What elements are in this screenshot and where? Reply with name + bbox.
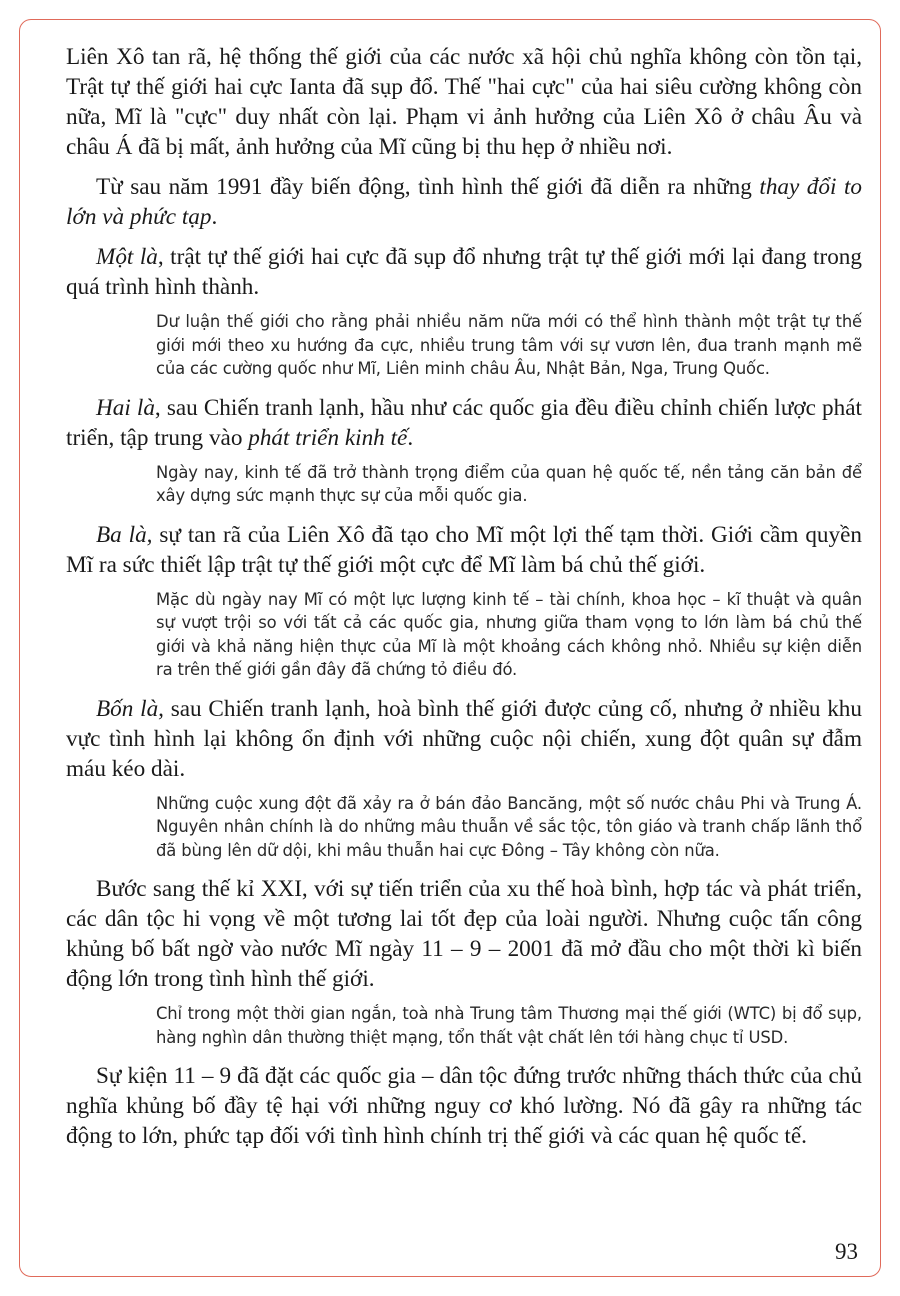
paragraph-september-11 (66, 1061, 862, 1151)
page-content (66, 42, 862, 1161)
note-multipolar-order (156, 310, 862, 381)
point-lead: Một là (96, 244, 158, 270)
note-economy-focus (156, 461, 862, 508)
paragraph-point-three (66, 520, 862, 580)
note-text: Chỉ trong một thời gian ngắn, toà nhà Trung tâm Thương mại thế giới (WTC) bị đổ sụp, hàng nghìn dân thường thiệt mạng, tổn thất vật chất lên tới hàng chục tỉ USD. (156, 1004, 862, 1047)
paragraph-text: . (407, 424, 414, 451)
note-regional-conflicts (156, 792, 862, 863)
note-wtc-attack (156, 1002, 862, 1049)
paragraph-21st-century (66, 874, 862, 994)
paragraph-text: , sau Chiến tranh lạnh, hầu như các quốc gia đều điều chỉnh chiến lược phát triển, tập trung vào (66, 394, 862, 451)
note-us-ambition (156, 588, 862, 682)
point-lead: Hai là (96, 394, 155, 421)
point-lead: Bốn là, (96, 695, 164, 722)
paragraph-point-two (66, 393, 862, 453)
paragraph-text: Liên Xô tan rã, hệ thống thế giới của các nước xã hội chủ nghĩa không còn tồn tại, Trật tự thế giới hai cực Ianta đã sụp đổ. Thế "hai cực" của hai siêu cường không còn nữa, Mĩ là "cực" duy nhất còn lại. Phạm vi ảnh hưởng của Liên Xô ở châu Âu và châu Á đã bị mất, ảnh hưởng của Mĩ cũng bị thu hẹp ở nhiều nơi. (66, 44, 862, 160)
note-text: Những cuộc xung đột đã xảy ra ở bán đảo Bancăng, một số nước châu Phi và Trung Á. Nguyên nhân chính là do những mâu thuẫn về sắc tộc, tôn giáo và tranh chấp lãnh thổ đã bùng lên dữ dội, khi mâu thuẫn hai cực Đông – Tây không còn nữa. (156, 793, 862, 860)
paragraph-text: sự tan rã của Liên Xô đã tạo cho Mĩ một lợi thế tạm thời. Giới cầm quyền Mĩ ra sức thiết lập trật tự thế giới một cực để Mĩ làm bá chủ thế giới. (66, 521, 862, 578)
paragraph-since-1991 (66, 172, 862, 232)
paragraph-text: Bước sang thế kỉ XXI, với sự tiến triển của xu thế hoà bình, hợp tác và phát triển, các dân tộc hi vọng về một tương lai tốt đẹp của loài người. Nhưng cuộc tấn công khủng bố bất ngờ vào nước Mĩ ngày 11 – 9 – 2001 đã mở đầu cho một thời kì biến động lớn trong tình hình thế giới. (66, 876, 862, 992)
paragraph-point-four (66, 694, 862, 784)
paragraph-soviet-collapse (66, 42, 862, 162)
paragraph-text: Sự kiện 11 – 9 đã đặt các quốc gia – dân tộc đứng trước những thách thức của chủ nghĩa khủng bố đầy tệ hại với những nguy cơ khó lường. Nó đã gây ra những tác động to lớn, phức tạp đối với tình hình chính trị thế giới và các quan hệ quốc tế. (66, 1063, 862, 1149)
note-text: Ngày nay, kinh tế đã trở thành trọng điểm của quan hệ quốc tế, nền tảng căn bản để xây dựng sức mạnh thực sự của mỗi quốc gia. (156, 462, 862, 505)
emphasis-text: phát triển kinh tế (248, 424, 408, 451)
note-text: Dư luận thế giới cho rằng phải nhiều năm nữa mới có thể hình thành một trật tự thế giới mới theo xu hướng đa cực, nhiều trung tâm với sự vươn lên, đua tranh mạnh mẽ của các cường quốc như Mĩ, Liên minh châu Âu, Nhật Bản, Nga, Trung Quốc. (156, 312, 862, 378)
point-lead: Ba là, (96, 521, 153, 548)
paragraph-text: Từ sau năm 1991 đầy biến động, tình hình thế giới đã diễn ra những (96, 174, 760, 200)
paragraph-text: , trật tự thế giới hai cực đã sụp đổ nhưng trật tự thế giới mới lại đang trong quá trình hình thành. (66, 244, 862, 300)
paragraph-point-one (66, 242, 862, 302)
page-number: 93 (835, 1239, 858, 1264)
emphasis-text: thay đổi to lớn và phức tạp (66, 174, 862, 230)
paragraph-text: . (211, 204, 218, 230)
paragraph-text: sau Chiến tranh lạnh, hoà bình thế giới được củng cố, nhưng ở nhiều khu vực tình hình lại không ổn định với những cuộc nội chiến, xung đột quân sự đẫm máu kéo dài. (66, 695, 862, 782)
note-text: Mặc dù ngày nay Mĩ có một lực lượng kinh tế – tài chính, khoa học – kĩ thuật và quân sự vượt trội so với tất cả các quốc gia, nhưng giữa tham vọng to lớn làm bá chủ thế giới và khả năng hiện thực của Mĩ là một khoảng cách không nhỏ. Nhiều sự kiện diễn ra trên thế giới gần đây đã chứng tỏ điều đó. (156, 589, 862, 679)
